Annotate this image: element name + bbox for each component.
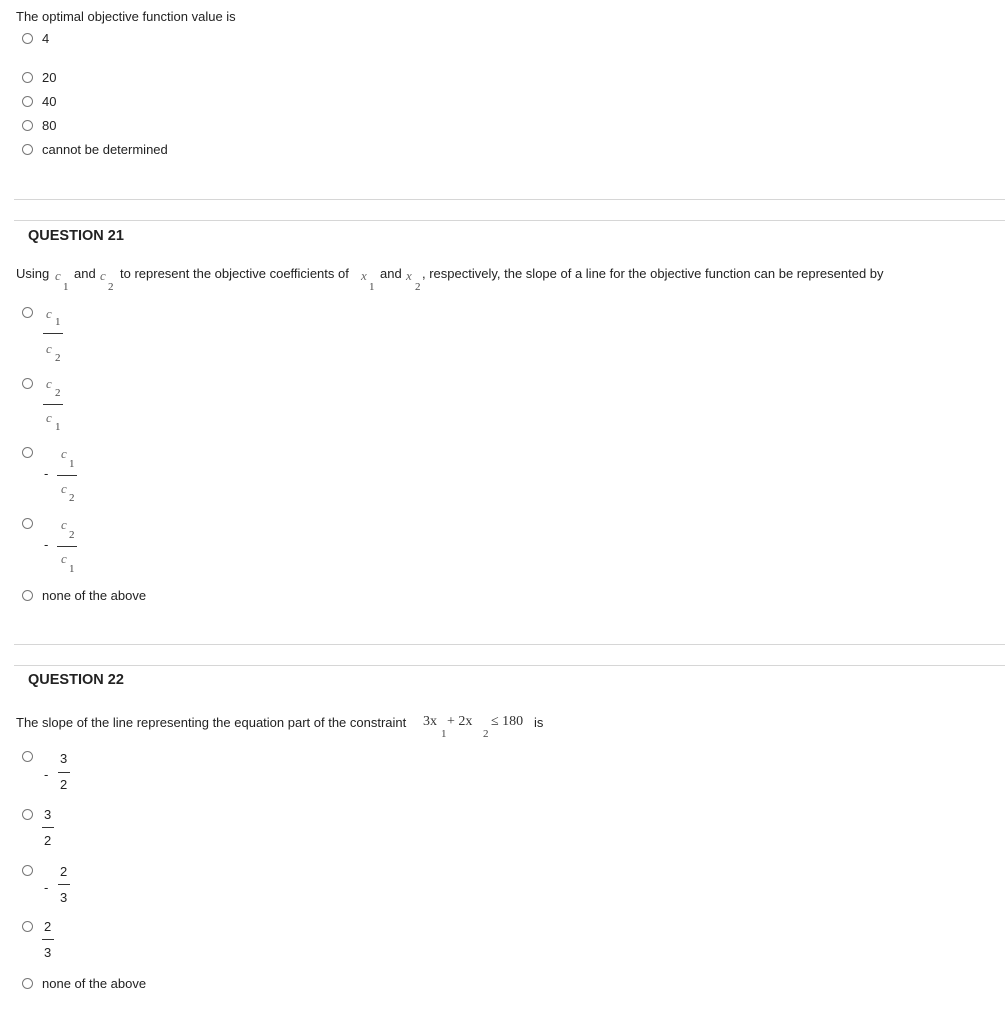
q21-header: QUESTION 21 bbox=[28, 228, 124, 244]
divider bbox=[14, 220, 1005, 221]
q20-option-4: 4 bbox=[42, 31, 50, 46]
q22-radio-a[interactable] bbox=[22, 751, 33, 762]
q22-radio-none[interactable] bbox=[22, 978, 33, 989]
fraction-bar bbox=[42, 827, 54, 828]
q22-header: QUESTION 22 bbox=[28, 672, 124, 688]
fraction-bar bbox=[43, 404, 63, 405]
q20-radio-cannot[interactable] bbox=[22, 144, 33, 155]
q20-radio-20[interactable] bbox=[22, 72, 33, 83]
q21-radio-none[interactable] bbox=[22, 590, 33, 601]
q22-radio-b[interactable] bbox=[22, 809, 33, 820]
fraction-bar bbox=[58, 884, 70, 885]
divider bbox=[14, 199, 1005, 200]
fraction-bar bbox=[58, 772, 70, 773]
fraction-bar bbox=[43, 333, 63, 334]
q20-radio-80[interactable] bbox=[22, 120, 33, 131]
q21-radio-a[interactable] bbox=[22, 307, 33, 318]
q20-option-cannot: cannot be determined bbox=[42, 142, 168, 157]
q20-option-20: 20 bbox=[42, 70, 57, 85]
q21-radio-d[interactable] bbox=[22, 518, 33, 529]
q20-radio-4[interactable] bbox=[22, 33, 33, 44]
q20-prompt: The optimal objective function value is bbox=[16, 9, 236, 24]
q20-radio-40[interactable] bbox=[22, 96, 33, 107]
q22-option-none: none of the above bbox=[42, 976, 147, 991]
divider bbox=[14, 644, 1005, 645]
fraction-bar bbox=[57, 475, 77, 476]
q20-option-40: 40 bbox=[42, 94, 57, 109]
q22-radio-d[interactable] bbox=[22, 921, 33, 932]
q20-option-80: 80 bbox=[42, 118, 57, 133]
fraction-bar bbox=[57, 546, 77, 547]
q21-radio-c[interactable] bbox=[22, 447, 33, 458]
divider bbox=[14, 665, 1005, 666]
q22-radio-c[interactable] bbox=[22, 865, 33, 876]
q21-radio-b[interactable] bbox=[22, 378, 33, 389]
q21-option-none: none of the above bbox=[42, 588, 147, 603]
fraction-bar bbox=[42, 939, 54, 940]
